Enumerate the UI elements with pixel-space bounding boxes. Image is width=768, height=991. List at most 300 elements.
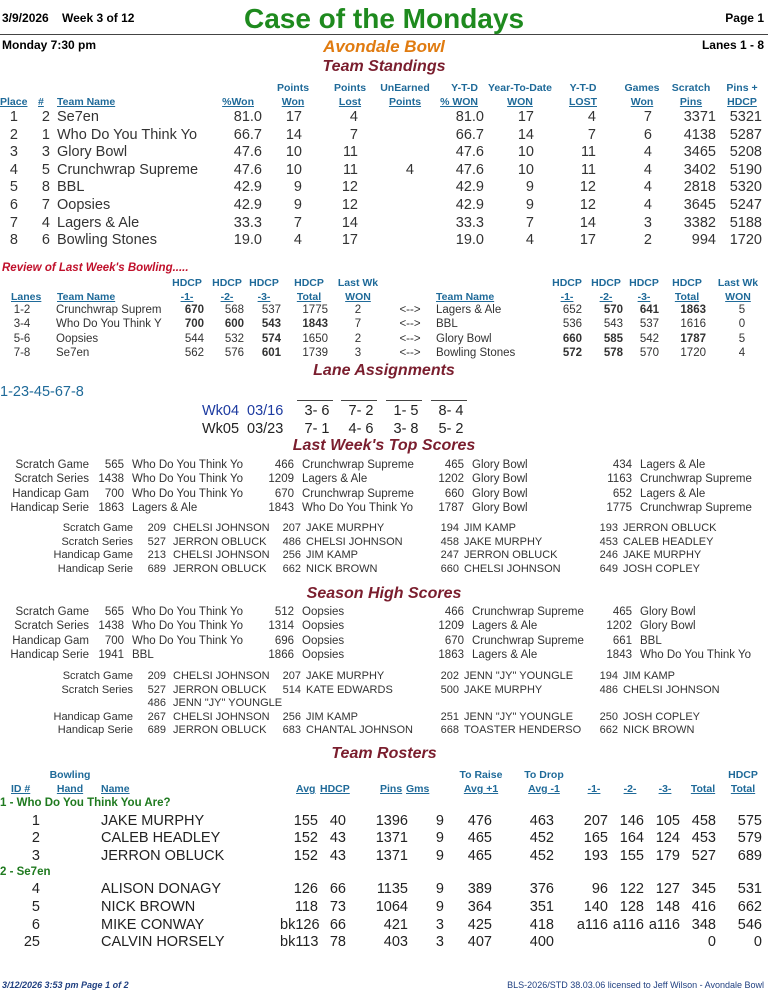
bowler-hdcp: 43 [329, 830, 346, 847]
season_high-team-name: Who Do You Think Yo [640, 648, 752, 661]
lane-pair: 3-4 [20, 384, 42, 400]
bowler-hdcp: 66 [329, 881, 346, 898]
top_scores-team-name: Who Do You Think Yo [132, 473, 244, 486]
top_scores-ind-score: 458 [440, 535, 459, 548]
standings-games: 4 [643, 161, 652, 178]
top_scores-team-name: Crunchwrap Supreme [640, 473, 752, 486]
top_scores-ind-name: CHELSI JOHNSON [306, 535, 403, 548]
season_high-ind-score: 668 [440, 724, 459, 736]
standings-ytd-lost: 17 [579, 232, 596, 249]
season_high-ind-row [0, 724, 768, 740]
review-col-won-b: Last Wk WON [717, 277, 759, 303]
season_high-ind-label: Handicap Serie [57, 724, 133, 736]
lane-pair: 5-6 [41, 384, 63, 400]
top_scores-ind-score: 453 [599, 535, 618, 548]
bowler-games: 9 [435, 898, 444, 915]
top_scores-team-name: Crunchwrap Supreme [640, 501, 752, 514]
season_high-team-score: 512 [274, 606, 294, 618]
season_high-team-row [0, 649, 768, 665]
standings-lost: 14 [341, 214, 358, 231]
roster-col-g2: -2- [623, 783, 637, 795]
top_scores-ind-score: 660 [440, 562, 459, 575]
standings-pins: 5321 [729, 109, 762, 125]
season_high-ind-score: 500 [440, 683, 459, 696]
standings-pct: 33.3 [233, 214, 262, 231]
standings-won: 7 [293, 214, 302, 231]
bowler-id: 1 [31, 812, 40, 829]
review-a-g2: 568 [224, 304, 244, 316]
season_high-team-score: 696 [274, 634, 294, 647]
lane-match: 7- 2 [348, 403, 374, 419]
top_scores-team-score: 660 [444, 487, 464, 500]
season_high-ind-name: KATE EDWARDS [306, 683, 393, 696]
top_scores-ind-name: JIM KAMP [306, 549, 358, 561]
top_scores-team-name: Lagers & Ale [302, 473, 368, 486]
review-a-won: 2 [354, 332, 362, 345]
review-team-a: Oopsies [56, 332, 99, 345]
review-b-g3: 570 [639, 346, 659, 359]
review-b-g3: 542 [639, 332, 659, 345]
bowler-hdcp: 73 [329, 898, 346, 915]
standings-scratch: 4138 [683, 126, 716, 143]
season_high-team-name: Glory Bowl [640, 620, 696, 633]
lane-week-row [0, 421, 768, 437]
bowler-pins: 403 [383, 934, 408, 951]
season_high-ind-score: 683 [282, 724, 301, 736]
standings-scratch: 994 [691, 232, 716, 249]
standings-team: Glory Bowl [57, 144, 128, 161]
top_scores-ind-name: CHELSI JOHNSON [173, 522, 270, 534]
standings-lost: 11 [342, 144, 358, 161]
top_scores-team-score: 1209 [268, 473, 294, 486]
top_scores-ind-score: 662 [282, 562, 301, 575]
review-b-tot: 1616 [680, 318, 706, 331]
bowler-id: 4 [31, 881, 40, 898]
review-col-team-b: Team Name [436, 291, 495, 303]
bowler-id: 6 [31, 916, 40, 933]
col-team: Team Name [57, 96, 116, 108]
top-scores-title: Last Week's Top Scores [292, 437, 476, 454]
standings-ytd-pct: 66.7 [455, 126, 484, 143]
season_high-ind-name: JOSH COPLEY [623, 710, 701, 723]
standings-pins: 5190 [729, 161, 762, 178]
standings-team: Crunchwrap Supreme [57, 161, 199, 178]
bowler-name: ALISON DONAGY [101, 881, 222, 898]
bowler-avg: 152 [293, 830, 318, 847]
review-b-g1: 652 [562, 304, 582, 316]
header-divider [0, 34, 768, 35]
top_scores-team-score: 1863 [98, 501, 124, 514]
review-b-g1: 536 [562, 318, 582, 331]
season_high-team-name: Crunchwrap Supreme [472, 634, 584, 647]
col-place: Place [0, 96, 28, 108]
standings-title: Team Standings [322, 58, 446, 75]
bowler-id: 5 [31, 898, 40, 915]
roster-bowler-row [0, 899, 768, 915]
league-title: Case of the Mondays [243, 3, 525, 34]
bowler-name: NICK BROWN [101, 898, 196, 915]
top_scores-team-score: 1438 [98, 473, 124, 486]
bowler-hdcp-total: 579 [737, 830, 762, 847]
season_high-ind-score: 267 [147, 710, 166, 723]
standings-scratch: 3402 [683, 161, 716, 178]
license-text: BLS-2026/STD 38.03.06 licensed to Jeff Wilson - Avondale Bowl [507, 980, 764, 990]
bowler-pins: 1371 [375, 847, 408, 864]
season_high-ind-score: 486 [147, 697, 166, 709]
top_scores-ind-label: Scratch Series [61, 535, 133, 548]
season_high-team-score: 670 [444, 634, 464, 647]
review-a-g3: 574 [261, 332, 281, 345]
bowler-pins: 1371 [375, 830, 408, 847]
standings-row [0, 144, 768, 160]
lane-pair-underline [386, 400, 422, 401]
week-label: Week 3 of 12 [62, 11, 135, 25]
top_scores-team-name: Lagers & Ale [640, 487, 706, 500]
standings-pct: 81.0 [233, 109, 262, 125]
bowler-pins: 1064 [375, 898, 408, 915]
standings-won: 17 [285, 109, 302, 125]
top_scores-ind-name: CHELSI JOHNSON [173, 549, 270, 561]
standings-ytd-pct: 47.6 [455, 161, 484, 178]
standings-scratch: 3645 [683, 197, 716, 213]
roster-bowler-row [0, 934, 768, 950]
bowler-game3: 179 [655, 847, 680, 864]
review-a-g3: 543 [261, 318, 281, 331]
top_scores-team-name: Who Do You Think Yo [132, 487, 244, 500]
top_scores-ind-name: JAKE MURPHY [464, 535, 543, 548]
top_scores-team-score: 700 [104, 487, 124, 500]
review-b-won: 5 [738, 304, 746, 316]
standings-ytd-pct: 47.6 [455, 144, 484, 161]
top_scores-team-name: Glory Bowl [472, 487, 528, 500]
standings-num: 2 [41, 109, 50, 125]
roster-col-gms: Gms [406, 783, 430, 795]
standings-scratch: 3371 [683, 109, 716, 125]
season_high-team-name: Who Do You Think Yo [132, 606, 244, 618]
top_scores-team-score: 670 [274, 487, 294, 500]
season_high-ind-name: JAKE MURPHY [306, 670, 385, 682]
season_high-ind-name: CHANTAL JOHNSON [306, 724, 413, 736]
lane-pair-underline [431, 400, 467, 401]
standings-scratch: 2818 [683, 179, 716, 196]
standings-row [0, 197, 768, 213]
season_high-team-label: Scratch Game [15, 606, 89, 618]
standings-ytd-won: 17 [517, 109, 534, 125]
lane-date: 03/16 [247, 403, 284, 419]
standings-team: BBL [57, 179, 85, 196]
bowler-avg: bk126 [280, 916, 320, 933]
season_high-ind-score: 662 [599, 724, 618, 736]
bowler-raise: 407 [467, 934, 492, 951]
review-b-g2: 543 [603, 318, 623, 331]
day-time: Monday 7:30 pm [2, 38, 97, 52]
roster-col-pins: Pins [380, 783, 403, 795]
top_scores-ind-name: JAKE MURPHY [306, 522, 385, 534]
review-b-won: 4 [738, 346, 746, 359]
standings-ytd-lost: 7 [587, 126, 596, 143]
bowler-hdcp-total: 0 [753, 934, 762, 951]
top_scores-team-score: 1843 [268, 501, 294, 514]
bowler-game2: a116 [612, 916, 644, 933]
bowler-raise: 476 [467, 812, 492, 829]
review-a-g1: 670 [184, 304, 204, 316]
standings-lost: 4 [349, 109, 358, 125]
review-team-b: BBL [436, 318, 458, 331]
review-b-g3: 641 [639, 304, 659, 316]
col-scratch: Scratch Pins [671, 82, 711, 108]
season_high-ind-name: JIM KAMP [623, 670, 675, 682]
season_high-ind-name: JERRON OBLUCK [173, 724, 267, 736]
standings-ytd-lost: 11 [580, 144, 596, 161]
standings-row [0, 162, 768, 178]
top_scores-team-name: Lagers & Ale [640, 459, 706, 471]
top_scores-ind-score: 209 [147, 522, 166, 534]
standings-games: 3 [643, 214, 652, 231]
standings-num: 7 [41, 197, 50, 213]
bowler-raise: 425 [467, 916, 492, 933]
review-b-g3: 537 [639, 318, 659, 331]
standings-ytd-won: 9 [525, 197, 534, 213]
review-lanes: 1-2 [13, 304, 31, 316]
top_scores-ind-label: Handicap Game [53, 549, 133, 561]
standings-ytd-lost: 12 [579, 179, 596, 196]
standings-ytd-pct: 42.9 [455, 197, 484, 213]
page-number: Page 1 [725, 11, 764, 25]
review-a-g3: 601 [261, 346, 281, 359]
bowler-hdcp-total: 662 [737, 898, 762, 915]
season_high-ind-score: 256 [282, 710, 301, 723]
standings-place: 2 [9, 126, 18, 143]
bowler-hdcp: 78 [329, 934, 346, 951]
season_high-team-score: 1314 [268, 620, 294, 633]
season_high-team-name: Oopsies [302, 620, 345, 633]
col-ytd-pct: Y-T-D % WON [440, 82, 478, 108]
bowler-name: CALVIN HORSELY [101, 934, 225, 951]
bowler-id: 25 [23, 934, 40, 951]
review-b-won: 0 [738, 318, 746, 331]
review-team-a: Crunchwrap Suprem [56, 304, 162, 316]
roster-col-g3: -3- [658, 783, 672, 795]
top_scores-ind-name: CHELSI JOHNSON [464, 562, 561, 575]
season_high-team-score: 1438 [98, 620, 124, 633]
bowler-hdcp-total: 531 [737, 881, 762, 898]
bowler-total: 416 [691, 898, 716, 915]
top_scores-team-score: 1787 [438, 501, 464, 514]
bowler-hdcp-total: 546 [737, 916, 762, 933]
review-vs: <--> [399, 332, 421, 345]
standings-place: 5 [9, 179, 18, 196]
review-a-g2: 532 [224, 332, 244, 345]
col-pins-hdcp: Pins + HDCP [726, 82, 758, 108]
bowler-total: 345 [691, 881, 716, 898]
standings-games: 2 [643, 232, 652, 249]
roster-team-name: 2 - Se7en [0, 865, 51, 878]
top_scores-ind-score: 193 [599, 522, 618, 534]
season_high-team-name: Oopsies [302, 606, 345, 618]
review-col-total-b: HDCP Total [672, 277, 702, 303]
roster-bowler-row [0, 813, 768, 829]
roster-col-raise: To Raise Avg +1 [459, 769, 503, 795]
standings-won: 9 [293, 197, 302, 213]
season_high-team-score: 1866 [268, 648, 294, 661]
bowler-games: 9 [435, 830, 444, 847]
top_scores-ind-label: Scratch Game [62, 522, 133, 534]
review-lanes: 7-8 [13, 346, 31, 359]
top_scores-ind-score: 486 [282, 535, 301, 548]
season_high-ind-score: 514 [282, 683, 301, 696]
top_scores-ind-row [0, 563, 768, 579]
bowler-hdcp: 40 [329, 812, 346, 829]
top_scores-ind-name: JERRON OBLUCK [464, 549, 558, 561]
bowler-name: MIKE CONWAY [101, 916, 205, 933]
review-a-tot: 1650 [302, 332, 328, 345]
lane-pair-underline [341, 400, 377, 401]
bowler-drop: 452 [529, 830, 554, 847]
standings-pins: 5320 [729, 179, 762, 196]
season_high-team-score: 466 [444, 606, 464, 618]
col-points-won: Points Won [276, 82, 310, 108]
bowler-raise: 465 [467, 830, 492, 847]
top_scores-team-score: 1163 [607, 473, 632, 486]
roster-col-drop: To Drop Avg -1 [524, 769, 564, 795]
season_high-team-label: Handicap Serie [10, 648, 89, 661]
standings-ytd-lost: 11 [580, 161, 596, 178]
standings-won: 14 [285, 126, 302, 143]
review-col-lanes: Lanes [11, 291, 42, 303]
review-col-total: HDCP Total [294, 277, 324, 303]
review-col-h3-b: HDCP -3- [629, 277, 659, 303]
review-a-g2: 600 [224, 318, 244, 331]
top_scores-ind-score: 247 [440, 549, 459, 561]
lane-assignments-title: Lane Assignments [313, 362, 455, 379]
season_high-ind-name: CHELSI JOHNSON [173, 670, 270, 682]
roster-team-label [0, 797, 768, 813]
lane-pair: 7-8 [62, 384, 84, 400]
standings-ytd-won: 10 [517, 161, 534, 178]
season_high-ind-score: 486 [599, 683, 618, 696]
standings-row [0, 127, 768, 143]
roster-col-hdcp: HDCP [320, 783, 350, 795]
top_scores-team-name: Lagers & Ale [132, 501, 198, 514]
review-team-a: Se7en [56, 346, 90, 359]
roster-col-hand: Bowling Hand [49, 769, 91, 795]
review-b-g1: 572 [562, 346, 582, 359]
review-b-tot: 1720 [680, 346, 706, 359]
col-unearned: UnEarned Points [380, 82, 430, 108]
bowler-games: 9 [435, 881, 444, 898]
top_scores-team-label: Scratch Game [15, 459, 89, 471]
season_high-team-label: Scratch Series [14, 620, 89, 633]
bowler-game1: 193 [583, 847, 608, 864]
standings-place: 4 [9, 161, 18, 178]
review-a-g1: 544 [184, 332, 204, 345]
standings-num: 8 [41, 179, 50, 196]
review-b-tot: 1787 [680, 332, 706, 345]
standings-place: 3 [9, 144, 18, 161]
top_scores-team-row [0, 502, 768, 518]
lane-week-row [0, 403, 768, 419]
standings-won: 4 [293, 232, 302, 249]
season_high-team-score: 565 [104, 606, 124, 618]
standings-pins: 5188 [729, 214, 762, 231]
season_high-ind-name: NICK BROWN [623, 724, 695, 736]
review-col-h2-b: HDCP -2- [591, 277, 621, 303]
top_scores-team-score: 1775 [606, 501, 632, 514]
top_scores-team-score: 466 [274, 459, 294, 471]
bowler-drop: 376 [529, 881, 554, 898]
bowler-drop: 463 [529, 812, 554, 829]
lane-match: 1- 5 [393, 403, 419, 419]
season_high-ind-name: CHELSI JOHNSON [623, 683, 720, 696]
standings-ytd-won: 9 [525, 179, 534, 196]
bowler-total: 0 [707, 934, 716, 951]
roster-col-hdcp-total: HDCP Total [728, 769, 758, 795]
standings-place: 6 [9, 197, 18, 213]
top_scores-team-score: 1202 [438, 473, 464, 486]
top_scores-ind-name: JOSH COPLEY [623, 562, 701, 575]
season_high-team-label: Handicap Gam [12, 634, 89, 647]
roster-team-label [0, 866, 768, 882]
season_high-team-name: Crunchwrap Supreme [472, 606, 584, 618]
standings-won: 9 [293, 179, 302, 196]
top_scores-team-name: Crunchwrap Supreme [302, 459, 414, 471]
season_high-team-name: Lagers & Ale [472, 648, 538, 661]
standings-team: Se7en [57, 109, 99, 125]
top_scores-team-name: Who Do You Think Yo [132, 459, 244, 471]
standings-lost: 7 [349, 126, 358, 143]
standings-num: 6 [41, 232, 50, 249]
lane-pairs-row [0, 384, 768, 400]
review-a-won: 2 [354, 304, 362, 316]
season_high-team-name: BBL [132, 648, 154, 661]
standings-pct: 47.6 [233, 144, 262, 161]
bowler-name: JAKE MURPHY [101, 812, 205, 829]
roster-bowler-row [0, 917, 768, 933]
review-col-won: Last Wk WON [337, 277, 379, 303]
bowler-hdcp: 66 [329, 916, 346, 933]
standings-ytd-pct: 42.9 [455, 179, 484, 196]
standings-games: 4 [643, 144, 652, 161]
top_scores-ind-score: 256 [282, 549, 301, 561]
standings-pct: 42.9 [233, 179, 262, 196]
top_scores-ind-name: NICK BROWN [306, 562, 378, 575]
review-team-b: Lagers & Ale [436, 304, 502, 316]
season_high-team-score: 1863 [438, 648, 464, 661]
standings-pct: 42.9 [233, 197, 262, 213]
season_high-team-name: Who Do You Think Yo [132, 620, 244, 633]
col-ytd-won: Year-To-Date WON [488, 82, 552, 108]
review-a-g1: 562 [184, 346, 204, 359]
bowler-id: 2 [31, 830, 40, 847]
season_high-team-score: 700 [104, 634, 124, 647]
standings-team: Bowling Stones [57, 232, 157, 249]
review-a-tot: 1775 [302, 304, 328, 316]
review-b-tot: 1863 [680, 304, 706, 316]
top_scores-ind-name: JAKE MURPHY [623, 549, 702, 561]
standings-won: 10 [285, 161, 302, 178]
review-col-h1-b: HDCP -1- [552, 277, 582, 303]
standings-team: Oopsies [57, 197, 111, 213]
col-games-won: Games Won [624, 82, 660, 108]
bowler-hdcp-total: 575 [737, 812, 762, 829]
bowler-pins: 421 [383, 916, 408, 933]
bowler-avg: 118 [294, 898, 318, 915]
season_high-ind-score: 250 [599, 710, 618, 723]
bowler-hdcp: 43 [329, 847, 346, 864]
review-a-tot: 1739 [302, 346, 328, 359]
review-a-tot: 1843 [302, 318, 328, 331]
review-col-h3: HDCP -3- [249, 277, 279, 303]
